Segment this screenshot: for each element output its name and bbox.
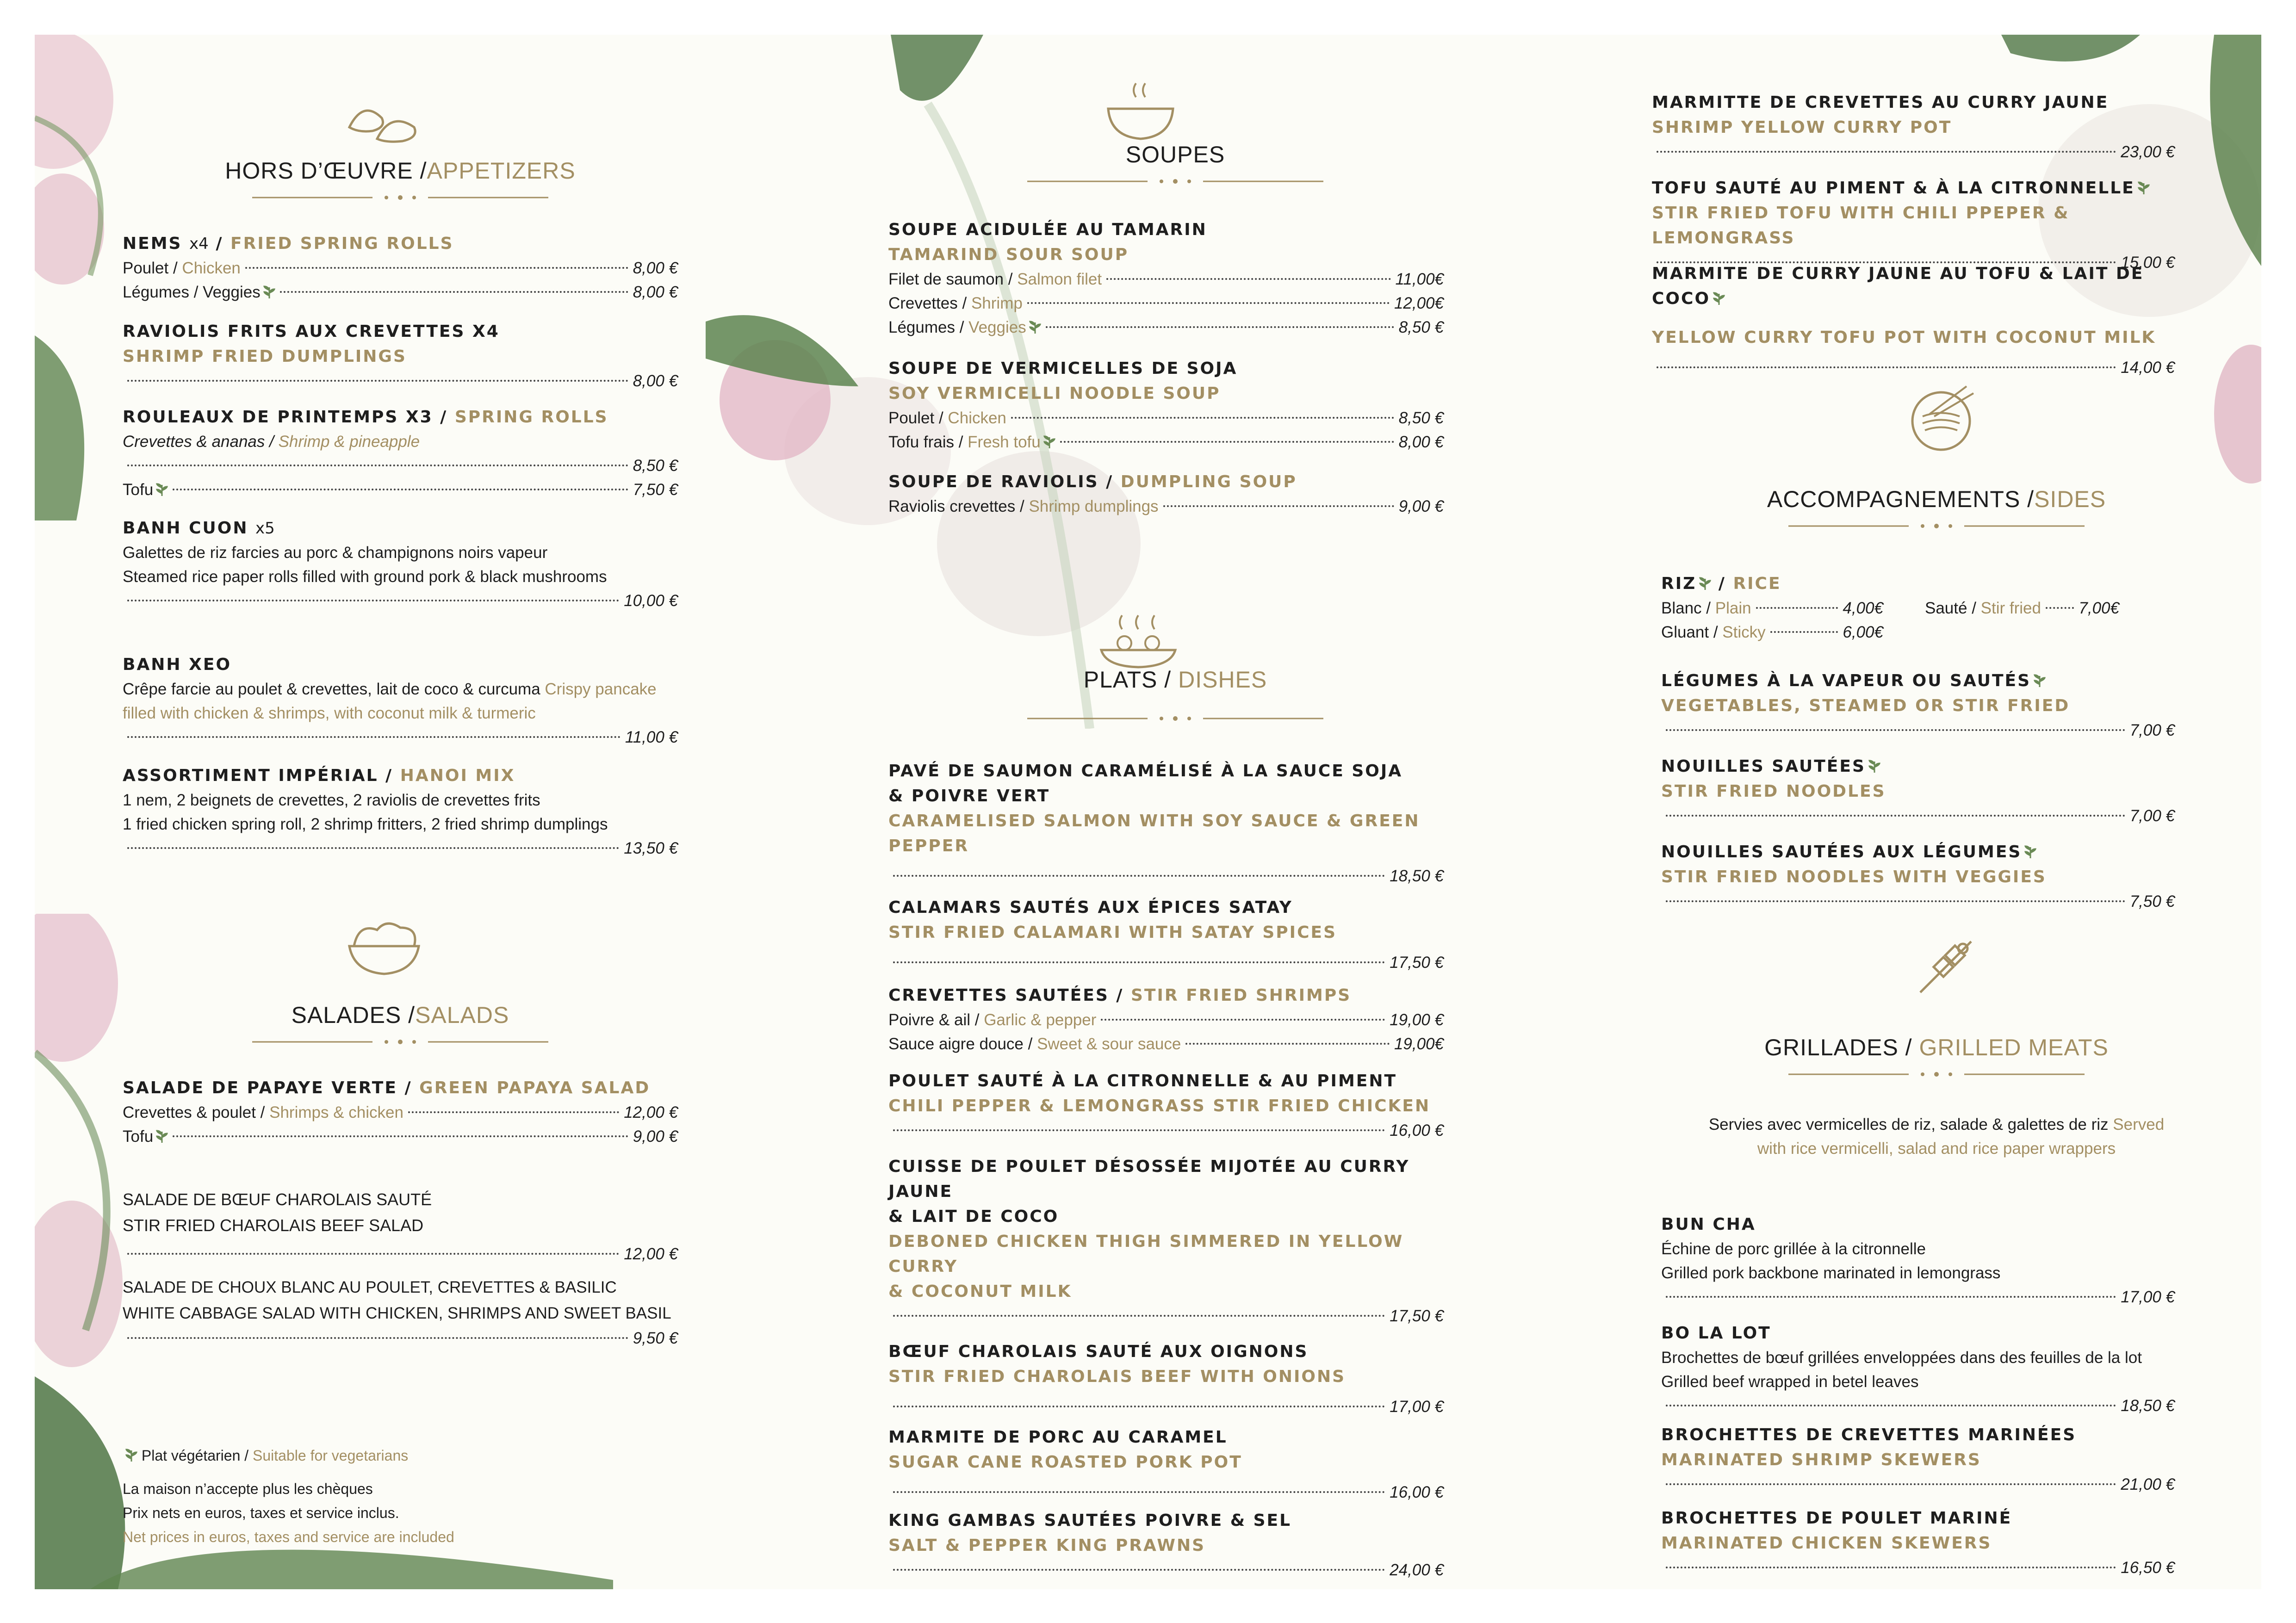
skewer-icon — [1911, 932, 1980, 1002]
menu-item-assortiment: ASSORTIMENT IMPÉRIAL / HANOI MIX 1 nem, 2 beignets de crevettes, 2 raviolis de crevettes frits 1 fried chicken spring roll, 2 shrimp fritters, 2 fried shrimp dumplings 13,50 € — [123, 766, 678, 857]
soup-bowl-icon — [1101, 79, 1180, 143]
menu-item-salade-boeuf: SALADE DE BŒUF CHAROLAIS SAUTÉ STIR FRIED CHAROLAIS BEEF SALAD 12,00 € — [123, 1190, 678, 1263]
menu-item-cuisse-poulet: CUISSE DE POULET DÉSOSSÉE MIJOTÉE AU CURRY JAUNE & LAIT DE COCO DEBONED CHICKEN THIGH SIMMERED IN YELLOW CURRY & COCONUT MILK 17,50 € — [888, 1157, 1444, 1325]
menu-item-marmite-tofu: MARMITE DE CURRY JAUNE AU TOFU & LAIT DE COCO YELLOW CURRY TOFU POT WITH COCONUT MILK 14,00 € — [1652, 264, 2175, 377]
menu-item-banh-cuon: BANH CUON x5 Galettes de riz farcies au porc & champignons noirs vapeur Steamed rice paper rolls filled with ground pork & black mushrooms 10,00 € — [123, 519, 678, 610]
column-right — [1652, 35, 2221, 1589]
menu-item-salade-choux: SALADE DE CHOUX BLANC AU POULET, CREVETTES & BASILIC WHITE CABBAGE SALAD WITH CHICKEN, SHRIMPS AND SWEET BASIL 9,50 € — [123, 1278, 678, 1347]
menu-item-crevettes-sautees: CREVETTES SAUTÉES / STIR FRIED SHRIMPS Poivre & ail / Garlic & pepper 19,00 € Sauce aigre douce / Sweet & sour sauce 19,00€ — [888, 986, 1444, 1053]
vegetarian-leaf-icon — [1868, 760, 1880, 774]
ornament-divider — [252, 1035, 548, 1049]
soups-header: SOUPES — [888, 141, 1462, 188]
grills-intro: Servies avec vermicelles de riz, salade & galettes de riz Served with rice vermicelli, salad and rice paper wrappers — [1708, 1115, 2165, 1158]
menu-item-brochettes-crevettes: BROCHETTES DE CREVETTES MARINÉES MARINATED SHRIMP SKEWERS 21,00 € — [1661, 1425, 2175, 1493]
sides-header: ACCOMPAGNEMENTS /SIDES — [1652, 486, 2221, 533]
menu-item-raviolis: RAVIOLIS FRITS AUX CREVETTES X4 SHRIMP FRIED DUMPLINGS 8,00 € — [123, 322, 678, 390]
menu-item-nouilles-legumes: NOUILLES SAUTÉES AUX LÉGUMES STIR FRIED NOODLES WITH VEGGIES 7,50 € — [1661, 842, 2175, 911]
menu-item-bo-la-lot: BO LA LOT Brochettes de bœuf grillées enveloppées dans des feuilles de la lot Grilled beef wrapped in betel leaves 18,50 € — [1661, 1324, 2175, 1415]
menu-item-rouleaux: ROULEAUX DE PRINTEMPS X3 / SPRING ROLLS Crevettes & ananas / Shrimp & pineapple 8,50 € Tofu 7,50 € — [123, 408, 678, 499]
salad-bowl-icon — [345, 914, 423, 979]
column-middle — [888, 35, 1462, 1589]
menu-item-boeuf-oignons: BŒUF CHAROLAIS SAUTÉ AUX OIGNONS STIR FRIED CHAROLAIS BEEF WITH ONIONS 17,00 € — [888, 1342, 1444, 1416]
vegetarian-leaf-icon — [2138, 181, 2150, 195]
vegetarian-leaf-icon — [156, 1130, 168, 1144]
menu-item-brochettes-poulet: BROCHETTES DE POULET MARINÉ MARINATED CHICKEN SKEWERS 16,50 € — [1661, 1509, 2175, 1577]
vegetarian-leaf-icon — [2034, 674, 2046, 688]
menu-item-banh-xeo: BANH XEO Crêpe farcie au poulet & crevettes, lait de coco & curcuma Crispy pancake filled with chicken & shrimps, with coconut milk & turmeric 11,00 € — [123, 655, 678, 746]
appetizers-title: HORS D’ŒUVRE /APPETIZERS — [225, 158, 576, 184]
appetizers-header — [123, 157, 678, 204]
menu-sheet — [35, 35, 2261, 1589]
menu-item-calamars: CALAMARS SAUTÉS AUX ÉPICES SATAY STIR FRIED CALAMARI WITH SATAY SPICES 17,50 € — [888, 898, 1444, 972]
ornament-divider — [1027, 712, 1323, 725]
menu-item-saumon: PAVÉ DE SAUMON CARAMÉLISÉ À LA SAUCE SOJA & POIVRE VERT CARAMELISED SALMON WITH SOY SAUCE & GREEN PEPPER 18,50 € — [888, 762, 1444, 885]
vegetarian-leaf-icon — [1699, 577, 1711, 591]
hot-dish-icon — [1092, 611, 1185, 671]
grills-header: GRILLADES / GRILLED MEATS — [1652, 1034, 2221, 1081]
column-left — [123, 35, 678, 1589]
menu-item-nems: NEMS x4 / FRIED SPRING ROLLS Poulet / Chicken 8,00 € Légumes / Veggies 8,00 € — [123, 231, 678, 304]
menu-item-king-gambas: KING GAMBAS SAUTÉES POIVRE & SEL SALT & PEPPER KING PRAWNS 24,00 € — [888, 1511, 1444, 1579]
menu-item-porc-caramel: MARMITE DE PORC AU CARAMEL SUGAR CANE ROASTED PORK POT 16,00 € — [888, 1428, 1444, 1501]
ornament-divider — [1027, 174, 1323, 188]
menu-item-legumes: LÉGUMES À LA VAPEUR OU SAUTÉS VEGETABLES, STEAMED OR STIR FRIED 7,00 € — [1661, 671, 2175, 739]
menu-item-riz: RIZ / RICE Blanc / Plain 4,00€ Sauté / Stir fried 7,00€ Gluant / Sticky 6,00€ — [1661, 574, 2119, 641]
footer-notes: Plat végétarien / Suitable for vegetarians La maison n’accepte plus les chèques Prix nets en euros, taxes et service inclus. Net prices in euros, taxes and service are included — [123, 1447, 454, 1545]
noodle-bowl-icon — [1902, 382, 1980, 456]
menu-item-nouilles: NOUILLES SAUTÉES STIR FRIED NOODLES 7,00 € — [1661, 757, 2175, 825]
vegetarian-leaf-icon — [263, 285, 275, 299]
dishes-header: PLATS / DISHES — [888, 666, 1462, 725]
salads-header: SALADES /SALADS — [123, 1002, 678, 1049]
vegetarian-leaf-icon — [156, 483, 168, 497]
price-line: Légumes / Veggies 8,00 € — [123, 283, 678, 301]
menu-item-tofu-saute: TOFU SAUTÉ AU PIMENT & À LA CITRONNELLE STIR FRIED TOFU WITH CHILI PPEPER & LEMONGRASS 15,00 € — [1652, 179, 2175, 272]
menu-item-poulet-citronnelle: POULET SAUTÉ À LA CITRONNELLE & AU PIMENT CHILI PEPPER & LEMONGRASS STIR FRIED CHICKEN 16,00 € — [888, 1072, 1444, 1140]
price-line: Poulet / Chicken 8,00 € — [123, 259, 678, 277]
ornament-divider — [252, 191, 548, 204]
vegetarian-leaf-icon — [1043, 435, 1055, 449]
menu-item-marmitte-crevettes: MARMITTE DE CREVETTES AU CURRY JAUNE SHRIMP YELLOW CURRY POT 23,00 € — [1652, 93, 2175, 161]
ornament-divider — [1788, 1067, 2085, 1081]
vegetarian-leaf-icon — [1713, 292, 1725, 306]
dumpling-icon — [345, 95, 423, 146]
menu-item-bun-cha: BUN CHA Échine de porc grillée à la citronnelle Grilled pork backbone marinated in lemongrass 17,00 € — [1661, 1215, 2175, 1306]
menu-item-soupe-vermicelles: SOUPE DE VERMICELLES DE SOJA SOY VERMICELLI NOODLE SOUP Poulet / Chicken 8,50 € Tofu frais / Fresh tofu 8,00 € — [888, 359, 1444, 451]
menu-item-soupe-raviolis: SOUPE DE RAVIOLIS / DUMPLING SOUP Raviolis crevettes / Shrimp dumplings 9,00 € — [888, 472, 1444, 515]
menu-item-salade-papaye: SALADE DE PAPAYE VERTE / GREEN PAPAYA SALAD Crevettes & poulet / Shrimps & chicken 12,00 € Tofu 9,00 € — [123, 1078, 678, 1146]
vegetarian-leaf-icon — [2024, 845, 2036, 859]
ornament-divider — [1788, 519, 2085, 533]
vegetarian-leaf-icon — [1029, 321, 1041, 335]
vegetarian-leaf-icon — [125, 1449, 137, 1462]
menu-item-soupe-tamarin: SOUPE ACIDULÉE AU TAMARIN TAMARIND SOUR SOUP Filet de saumon / Salmon filet 11,00€ Crevettes / Shrimp 12,00€ Légumes / Veggies 8,50 € — [888, 220, 1444, 336]
